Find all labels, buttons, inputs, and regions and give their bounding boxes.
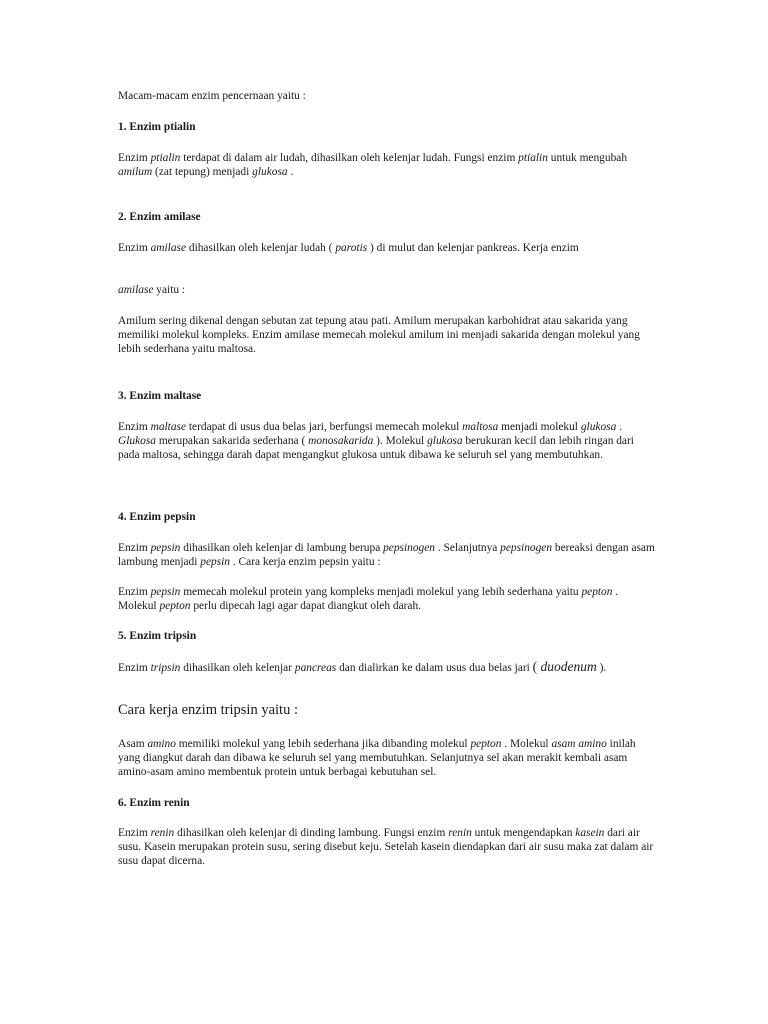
section-heading-pepsin: 4. Enzim pepsin — [118, 511, 196, 523]
section-heading-ptialin: 1. Enzim ptialin — [118, 121, 196, 133]
paragraph-pepsin-2: Enzim pepsin memecah molekul protein yang kompleks menjadi molekul yang lebih sederhana yaitu pepton . Molekul pepton perlu dipecah lagi agar dapat diangkut oleh darah. — [118, 586, 619, 612]
section-heading-maltase: 3. Enzim maltase — [118, 390, 202, 402]
paragraph-pepsin-1: Enzim pepsin dihasilkan oleh kelenjar di lambung berupa pepsinogen . Selanjutnya pepsinogen bereaksi dengan asam lambung menjadi pepsin . Cara kerja enzim pepsin yaitu : — [118, 542, 655, 568]
paragraph-ptialin: Enzim ptialin terdapat di dalam air ludah, dihasilkan oleh kelenjar ludah. Fungsi enzim ptialin untuk mengubah amilum (zat tepung) menjadi glukosa . — [118, 152, 628, 178]
paragraph-tripsin-2: Cara kerja enzim tripsin yaitu : — [118, 702, 298, 718]
section-heading-tripsin: 5. Enzim tripsin — [118, 630, 197, 642]
section-heading-renin: 6. Enzim renin — [118, 797, 190, 809]
paragraph-maltase: Enzim maltase terdapat di usus dua belas jari, berfungsi memecah molekul maltosa menjadi molekul glukosa . Glukosa merupakan sakarida sederhana ( monosakarida ). Molekul glukosa berukuran kecil dan lebih ringan dari pada maltosa, sehingga darah dapat mengangkut glukosa untuk dibawa ke seluruh sel yang membutuhkan. — [118, 421, 634, 461]
paragraph-amilase-3: Amilum sering dikenal dengan sebutan zat tepung atau pati. Amilum merupakan karbohidrat atau sakarida yang memiliki molekul kompleks. Enzim amilase memecah molekul amilum ini menjadi sakarida dengan molekul yang lebih sederhana yaitu maltosa. — [118, 315, 640, 355]
paragraph-renin: Enzim renin dihasilkan oleh kelenjar di dinding lambung. Fungsi enzim renin untuk mengendapkan kasein dari air susu. Kasein merupakan protein susu, sering disebut keju. Setelah kasein diendapkan dari air susu maka zat dalam air susu dapat dicerna. — [118, 827, 654, 867]
paragraph-amilase-1: Enzim amilase dihasilkan oleh kelenjar ludah ( parotis ) di mulut dan kelenjar pankreas. Kerja enzim — [118, 242, 579, 254]
paragraph-tripsin-1: Enzim tripsin dihasilkan oleh kelenjar pancreas dan dialirkan ke dalam usus dua belas jari ( duodenum ). — [118, 659, 607, 674]
paragraph-tripsin-3: Asam amino memiliki molekul yang lebih sederhana jika dibanding molekul pepton . Molekul asam amino inilah yang diangkut darah dan dibawa ke seluruh sel yang membutuhkan. Selanjutnya sel akan merakit kembali asam amino-asam amino membentuk protein untuk berbagai kebutuhan sel. — [118, 738, 636, 778]
paragraph-amilase-2: amilase yaitu : — [118, 284, 186, 296]
intro-text: Macam-macam enzim pencernaan yaitu : — [118, 90, 306, 102]
section-heading-amilase: 2. Enzim amilase — [118, 211, 201, 223]
